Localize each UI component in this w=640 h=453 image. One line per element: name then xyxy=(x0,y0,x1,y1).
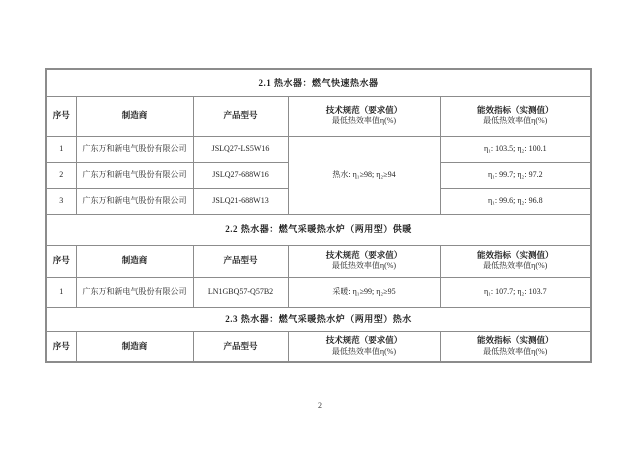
column-header-spec-title: 技术规范（要求值） xyxy=(325,104,403,115)
section-2-2-header-row xyxy=(46,245,591,277)
table-row xyxy=(46,136,591,162)
column-header-manufacturer: 制造商 xyxy=(76,96,193,136)
column-header-no: 序号 xyxy=(46,331,76,362)
column-header-spec xyxy=(288,331,440,362)
cell-measured: η₁: 99.6; η₂: 96.8 xyxy=(440,188,591,214)
column-header-no: 序号 xyxy=(46,96,76,136)
column-header-perf-title: 能效指标（实测值） xyxy=(477,249,554,260)
column-header-spec-sub: 最低热效率值η(%) xyxy=(331,261,397,271)
cell-manufacturer: 广东万和新电气股份有限公司 xyxy=(76,136,193,162)
column-header-perf-title: 能效指标（实测值） xyxy=(477,335,554,346)
table-row xyxy=(46,277,591,307)
efficiency-table xyxy=(45,68,592,363)
cell-measured: η₁: 107.7; η₂: 103.7 xyxy=(440,277,591,307)
section-2-2-title-row xyxy=(46,214,591,245)
cell-no: 2 xyxy=(46,162,76,188)
cell-no: 1 xyxy=(46,136,76,162)
cell-measured: η₁: 99.7; η₂: 97.2 xyxy=(440,162,591,188)
column-header-manufacturer: 制造商 xyxy=(76,245,193,277)
cell-measured: η₁: 103.5; η₂: 100.1 xyxy=(440,136,591,162)
column-header-model: 产品型号 xyxy=(193,96,288,136)
column-header-perf xyxy=(440,245,591,277)
column-header-perf xyxy=(440,96,591,136)
cell-model: JSLQ21-688W13 xyxy=(193,188,288,214)
cell-model: JSLQ27-688W16 xyxy=(193,162,288,188)
column-header-spec-title: 技术规范（要求值） xyxy=(325,335,403,346)
column-header-spec-title: 技术规范（要求值） xyxy=(325,249,403,260)
column-header-spec-sub: 最低热效率值η(%) xyxy=(331,346,397,356)
page-number: 2 xyxy=(318,401,322,410)
section-title: 2.2 热水器：燃气采暖热水炉（两用型）供暖 xyxy=(46,214,591,245)
section-title: 2.1 热水器：燃气快速热水器 xyxy=(46,69,591,96)
cell-model: JSLQ27-LS5W16 xyxy=(193,136,288,162)
section-title: 2.3 热水器：燃气采暖热水炉（两用型）热水 xyxy=(46,307,591,331)
section-2-1-header-row xyxy=(46,96,591,136)
column-header-perf-title: 能效指标（实测值） xyxy=(477,104,554,115)
cell-spec-merged: 热水: η₁≥98; η₂≥94 xyxy=(288,136,440,214)
cell-manufacturer: 广东万和新电气股份有限公司 xyxy=(76,188,193,214)
cell-model: LN1GBQ57-Q57B2 xyxy=(193,277,288,307)
column-header-perf xyxy=(440,331,591,362)
column-header-perf-sub: 最低热效率值η(%) xyxy=(483,261,548,271)
cell-no: 3 xyxy=(46,188,76,214)
column-header-spec xyxy=(288,96,440,136)
column-header-model: 产品型号 xyxy=(193,245,288,277)
cell-spec: 采暖: η₁≥99; η₂≥95 xyxy=(288,277,440,307)
column-header-perf-sub: 最低热效率值η(%) xyxy=(483,116,548,126)
column-header-spec-sub: 最低热效率值η(%) xyxy=(331,116,397,126)
column-header-model: 产品型号 xyxy=(193,331,288,362)
column-header-perf-sub: 最低热效率值η(%) xyxy=(483,346,548,356)
section-2-1-title-row xyxy=(46,69,591,96)
section-2-3-header-row xyxy=(46,331,591,362)
cell-no: 1 xyxy=(46,277,76,307)
column-header-no: 序号 xyxy=(46,245,76,277)
cell-manufacturer: 广东万和新电气股份有限公司 xyxy=(76,162,193,188)
column-header-spec xyxy=(288,245,440,277)
column-header-manufacturer: 制造商 xyxy=(76,331,193,362)
section-2-3-title-row xyxy=(46,307,591,331)
cell-manufacturer: 广东万和新电气股份有限公司 xyxy=(76,277,193,307)
